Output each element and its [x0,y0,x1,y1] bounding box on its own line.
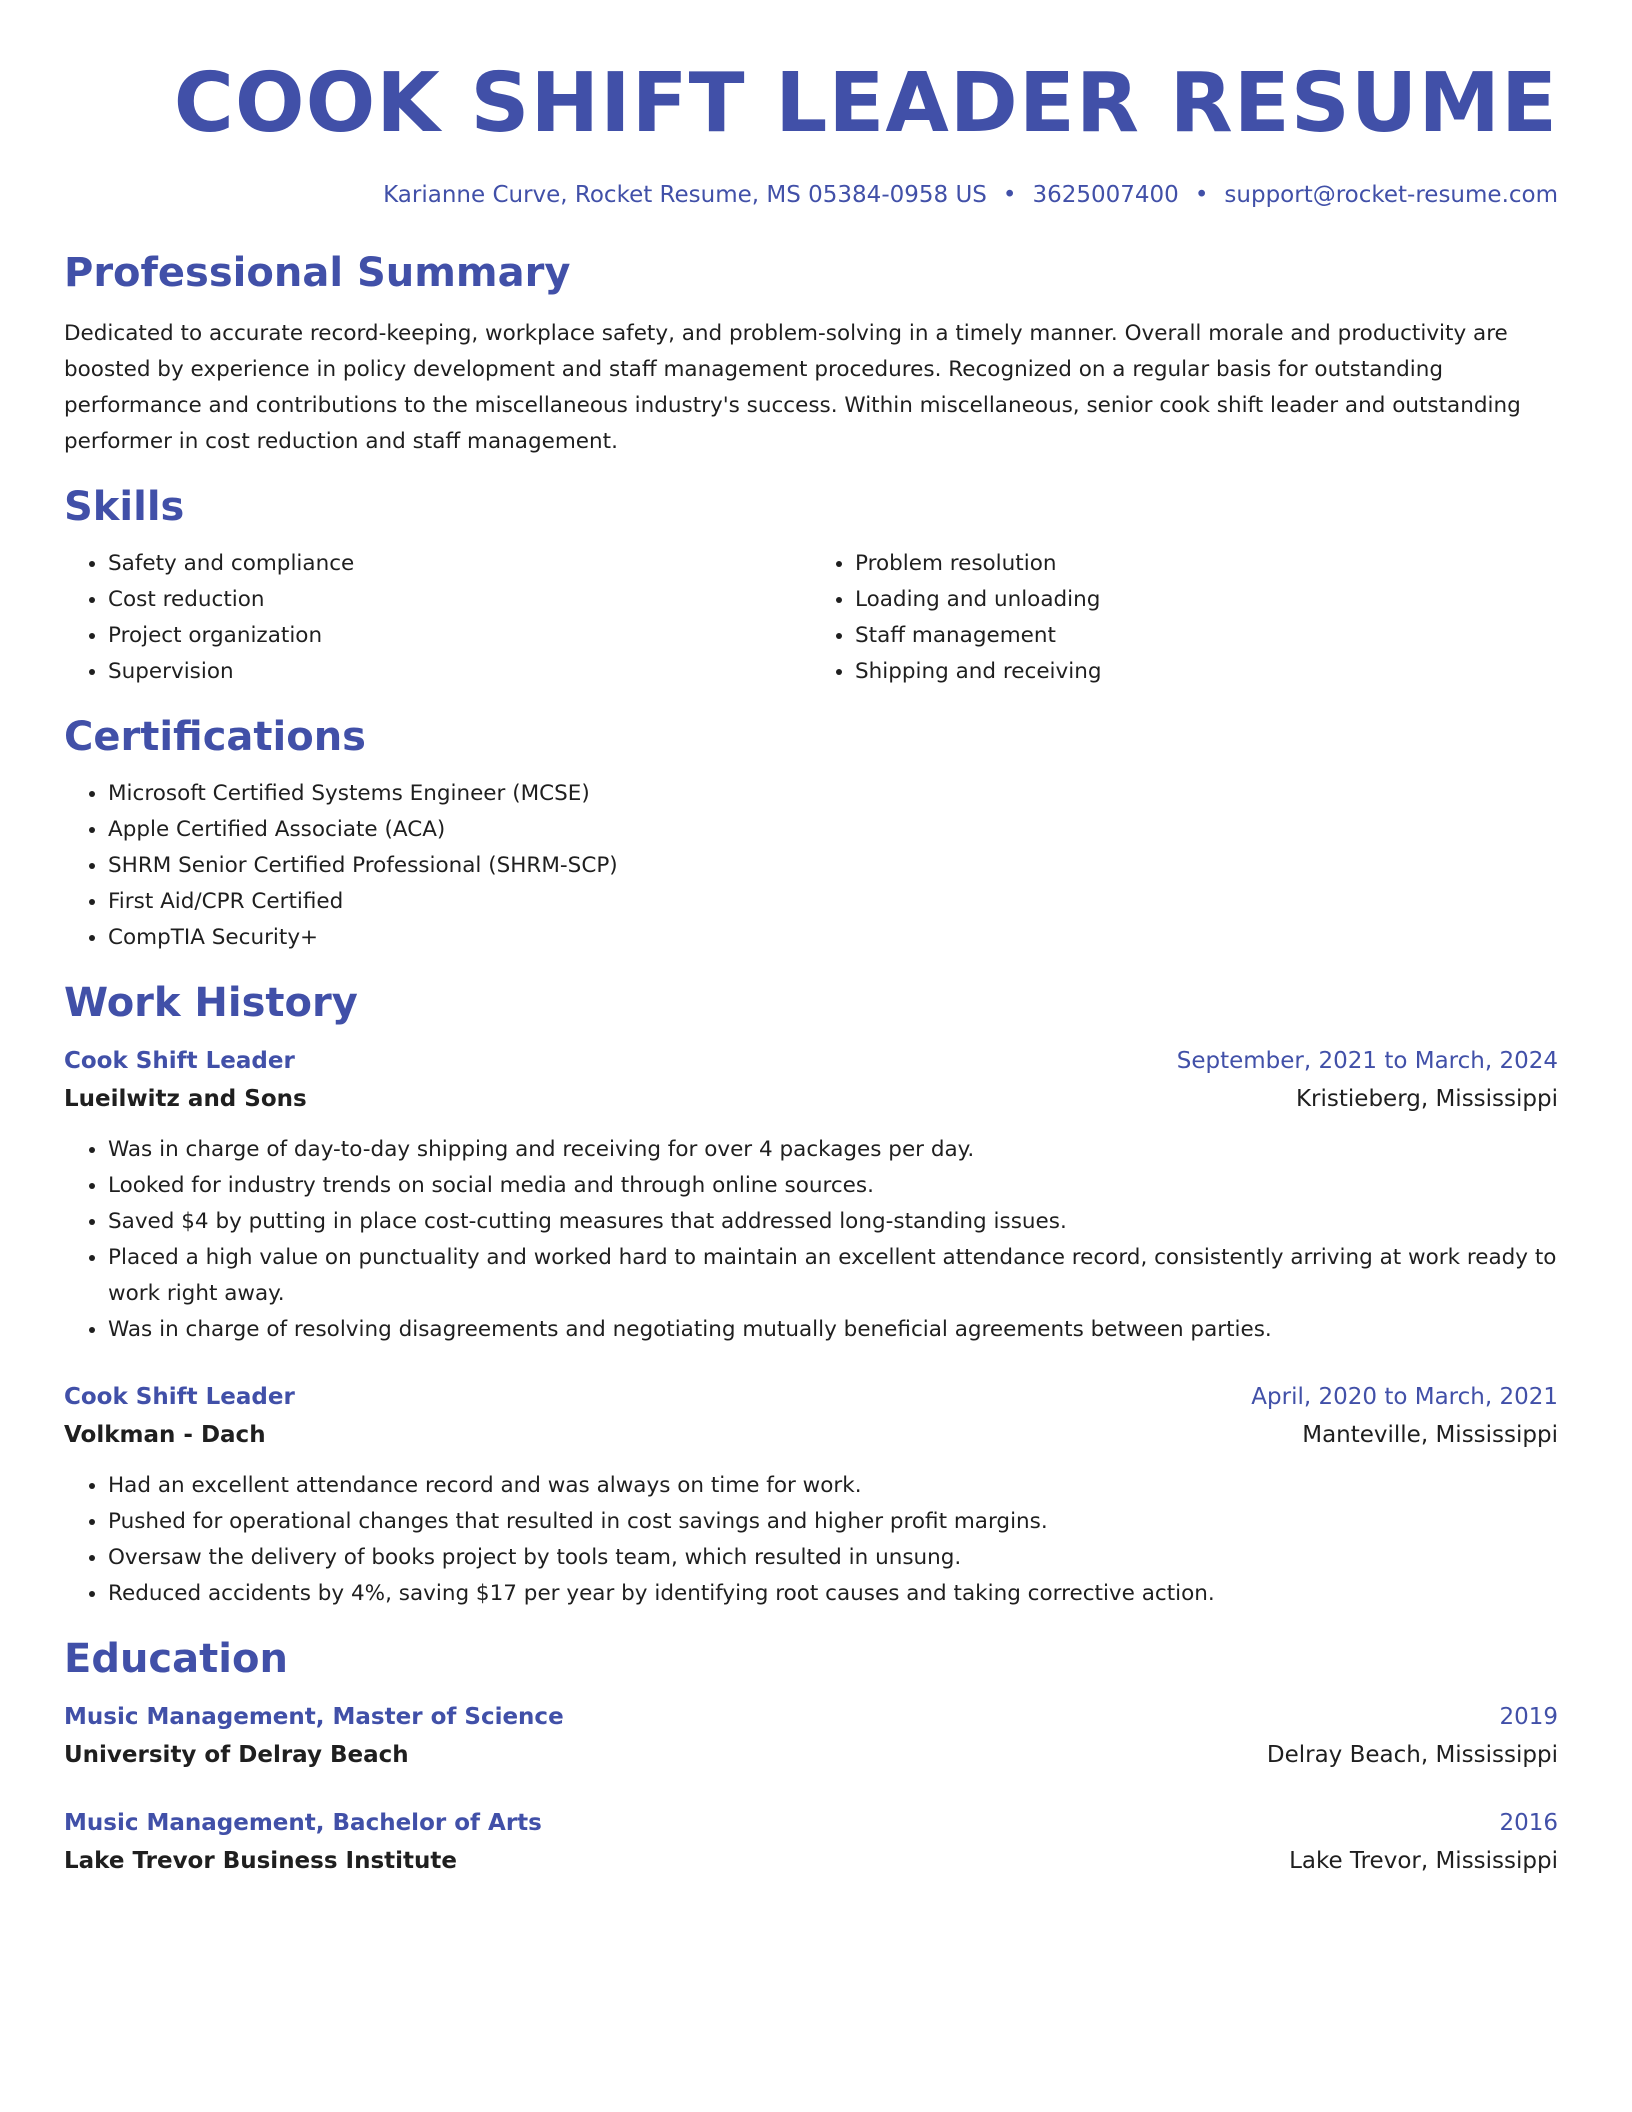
education-degree-row [64,1698,1558,1736]
certification-item: • CompTIA Security+ [108,920,1558,956]
contact-address: Karianne Curve, Rocket Resume, MS 05384-0958 US [383,182,987,208]
job-location: Kristieberg, Mississippi [1295,1086,1558,1112]
job-bullet: • Was in charge of resolving disagreements and negotiating mutually beneficial agreements between parties. [108,1312,1558,1348]
skills-list-right [811,546,1558,690]
job-company: Volkman - Dach [64,1422,266,1448]
education-degree-row [64,1804,1558,1842]
job-dates: September, 2021 to March, 2024 [1176,1048,1558,1074]
education-entry [64,1698,1558,1774]
skill-item: • Project organization [108,618,811,654]
education-heading: Education [64,1636,288,1682]
job-bullet: • Was in charge of day-to-day shipping and receiving for over 4 packages per day. [108,1132,1558,1168]
skills-section [64,482,1558,690]
job-bullet: • Oversaw the delivery of books project by tools team, which resulted in unsung. [108,1540,1558,1576]
skill-item: • Shipping and receiving [855,654,1558,690]
job-title: Cook Shift Leader [64,1384,295,1410]
contact-separator: • [1194,182,1209,208]
certification-item: • First Aid/CPR Certified [108,884,1558,920]
certification-item: • Apple Certified Associate (ACA) [108,812,1558,848]
job-dates: April, 2020 to March, 2021 [1251,1384,1558,1410]
work-history-section [64,978,1558,1612]
education-section [64,1634,1558,1880]
certifications-section [64,712,1558,956]
summary-heading: Professional Summary [64,250,571,296]
skill-item: • Loading and unloading [855,582,1558,618]
education-location: Lake Trevor, Mississippi [1289,1848,1558,1874]
job-bullet: • Pushed for operational changes that resulted in cost savings and higher profit margins. [108,1504,1558,1540]
summary-section [64,248,1558,460]
job-bullets [64,1132,1558,1348]
skill-item: • Cost reduction [108,582,811,618]
skills-list-left [64,546,811,690]
certifications-list [64,776,1558,956]
certification-item: • Microsoft Certified Systems Engineer (MCSE) [108,776,1558,812]
education-school-row [64,1842,1558,1880]
job-bullets [64,1468,1558,1612]
skill-item: • Problem resolution [855,546,1558,582]
certification-item: • SHRM Senior Certified Professional (SHRM-SCP) [108,848,1558,884]
work-history-heading: Work History [64,980,358,1026]
education-degree: Music Management, Bachelor of Arts [64,1810,542,1836]
skills-grid [64,546,1558,690]
job-entry [64,1378,1558,1612]
resume-title: COOK SHIFT LEADER RESUME [173,56,1558,151]
resume-page [64,56,1558,1880]
job-location: Manteville, Mississippi [1302,1422,1558,1448]
education-entry [64,1804,1558,1880]
job-title-row [64,1042,1558,1080]
job-bullet: • Looked for industry trends on social media and through online sources. [108,1168,1558,1204]
education-school: University of Delray Beach [64,1742,409,1768]
job-bullet: • Had an excellent attendance record and was always on time for work. [108,1468,1558,1504]
certifications-heading: Certifications [64,714,366,760]
skills-heading: Skills [64,484,185,530]
education-school: Lake Trevor Business Institute [64,1848,458,1874]
skill-item: • Supervision [108,654,811,690]
job-company-row [64,1416,1558,1454]
education-degree: Music Management, Master of Science [64,1704,564,1730]
education-school-row [64,1736,1558,1774]
contact-separator: • [1002,182,1017,208]
job-bullet: • Saved $4 by putting in place cost-cutting measures that addressed long-standing issues. [108,1204,1558,1240]
education-location: Delray Beach, Mississippi [1266,1742,1558,1768]
education-year: 2019 [1499,1704,1558,1730]
contact-email[interactable]: support@rocket-resume.com [1224,182,1558,208]
job-title-row [64,1378,1558,1416]
job-title: Cook Shift Leader [64,1048,295,1074]
job-bullet: • Placed a high value on punctuality and worked hard to maintain an excellent attendance record, consistently arriving at work ready to work right away. [108,1240,1558,1312]
job-entry [64,1042,1558,1348]
summary-text: Dedicated to accurate record-keeping, workplace safety, and problem-solving in a timely manner. Overall morale and productivity are boosted by experience in policy development and staff management procedures. Recognized on a regular basis for outstanding performance and contributions to the miscellaneous industry's success. Within miscellaneous, senior cook shift leader and outstanding performer in cost reduction and staff management. [64,321,1521,454]
contact-phone: 3625007400 [1032,182,1179,208]
contact-line [64,182,1558,216]
education-year: 2016 [1499,1810,1558,1836]
job-company: Lueilwitz and Sons [64,1086,307,1112]
skill-item: • Staff management [855,618,1558,654]
job-bullet: • Reduced accidents by 4%, saving $17 per year by identifying root causes and taking corrective action. [108,1576,1558,1612]
job-company-row [64,1080,1558,1118]
skill-item: • Safety and compliance [108,546,811,582]
